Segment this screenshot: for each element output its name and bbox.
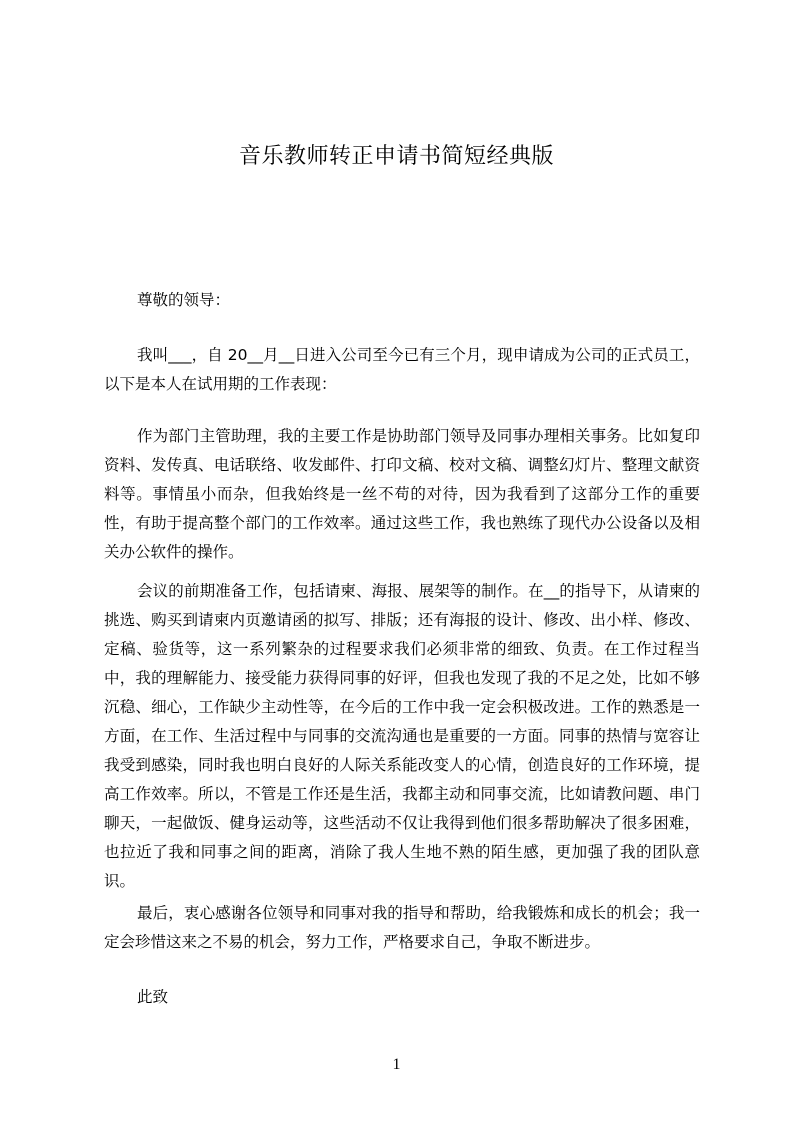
paragraph-meeting-work: 会议的前期准备工作，包括请柬、海报、展架等的制作。在__的指导下，从请柬的挑选、购买到请柬内页邀请函的拟写、排版；还有海报的设计、修改、出小样、修改、定稿、验货等，这一系列繁杂的过程要求我们必须非常的细致、负责。在工作过程当中，我的理解能力、接受能力获得同事的好评，但我也发现了我的不足之处，比如不够沉稳、细心，工作缺少主动性等，在今后的工作中我一定会积极改进。工作的熟悉是一方面，在工作、生活过程中与同事的交流沟通也是重要的一方面。同事的热情与宽容让我受到感染，同时我也明白良好的人际关系能改变人的心情，创造良好的工作环境，提高工作效率。所以，不管是工作还是生活，我都主动和同事交流，比如请教问题、串门聊天，一起做饭、健身运动等，这些活动不仅让我得到他们很多帮助解决了很多困难，也拉近了我和同事之间的距离，消除了我人生地不熟的陌生感，更加强了我的团队意识。	[104, 582, 700, 890]
page-number: 1	[392, 1056, 401, 1073]
closing: 此致	[137, 988, 169, 1006]
document-title: 音乐教师转正申请书简短经典版	[238, 144, 554, 169]
paragraph-intro: 我叫___，自 20__月__日进入公司至今已有三个月，现申请成为公司的正式员工，以下是本人在试用期的工作表现：	[104, 346, 700, 393]
salutation: 尊敬的领导：	[137, 291, 231, 309]
paragraph-duties: 作为部门主管助理，我的主要工作是协助部门领导及同事办理相关事务。比如复印资料、发传真、电话联络、收发邮件、打印文稿、校对文稿、调整幻灯片、整理文献资料等。事情虽小而杂，但我始终是一丝不苟的对待，因为我看到了这部分工作的重要性，有助于提高整个部门的工作效率。通过这些工作，我也熟练了现代办公设备以及相关办公软件的操作。	[104, 427, 700, 561]
paragraph-thanks: 最后，衷心感谢各位领导和同事对我的指导和帮助，给我锻炼和成长的机会；我一定会珍惜这来之不易的机会，努力工作，严格要求自己，争取不断进步。	[104, 904, 700, 951]
